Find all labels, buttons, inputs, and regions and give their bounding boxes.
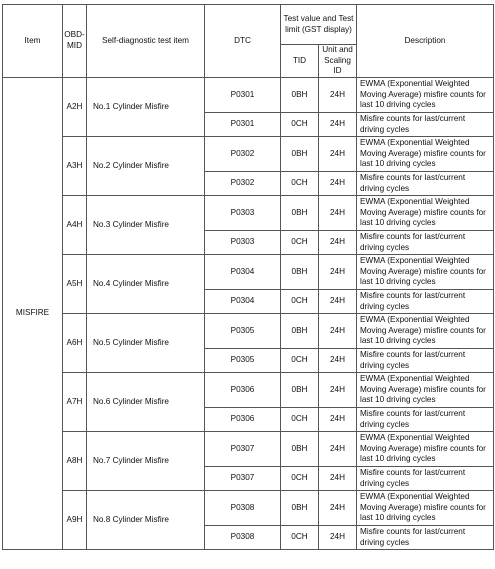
table-row [3,432,494,467]
test-item-cell: No.4 Cylinder Misfire [87,255,205,314]
tid-cell: 0BH [281,432,319,467]
misfire-test-table [2,4,494,550]
table-row [3,196,494,231]
tid-cell: 0BH [281,196,319,231]
test-item-cell: No.7 Cylinder Misfire [87,432,205,491]
tid-cell: 0BH [281,491,319,526]
unit-cell: 24H [319,432,357,467]
test-item-cell: No.8 Cylinder Misfire [87,491,205,550]
description-cell: EWMA (Exponential Weighted Moving Average) misfire counts for last 10 driving cycles [357,491,494,526]
tid-cell: 0CH [281,526,319,550]
header-test-value: Test value and Test limit (GST display) [281,5,357,45]
dtc-cell: P0303 [205,231,281,255]
unit-cell: 24H [319,113,357,137]
tid-cell: 0CH [281,290,319,314]
dtc-cell: P0307 [205,467,281,491]
dtc-cell: P0306 [205,408,281,432]
description-cell: Misfire counts for last/current driving cycles [357,290,494,314]
tid-cell: 0BH [281,78,319,113]
unit-cell: 24H [319,408,357,432]
item-cell: MISFIRE [3,78,63,550]
unit-cell: 24H [319,314,357,349]
dtc-cell: P0304 [205,255,281,290]
header-description: Description [357,5,494,78]
unit-cell: 24H [319,491,357,526]
description-cell: EWMA (Exponential Weighted Moving Average) misfire counts for last 10 driving cycles [357,432,494,467]
unit-cell: 24H [319,172,357,196]
obd-mid-cell: A3H [63,137,87,196]
description-cell: Misfire counts for last/current driving cycles [357,408,494,432]
test-item-cell: No.3 Cylinder Misfire [87,196,205,255]
test-item-cell: No.6 Cylinder Misfire [87,373,205,432]
unit-cell: 24H [319,78,357,113]
dtc-cell: P0302 [205,137,281,172]
unit-cell: 24H [319,526,357,550]
description-cell: EWMA (Exponential Weighted Moving Average) misfire counts for last 10 driving cycles [357,255,494,290]
header-test-item: Self-diagnostic test item [87,5,205,78]
dtc-cell: P0302 [205,172,281,196]
dtc-cell: P0301 [205,113,281,137]
tid-cell: 0CH [281,467,319,491]
tid-cell: 0CH [281,172,319,196]
obd-mid-cell: A6H [63,314,87,373]
header-obd-mid: OBD-MID [63,5,87,78]
dtc-cell: P0307 [205,432,281,467]
header-tid: TID [281,45,319,78]
description-cell: Misfire counts for last/current driving cycles [357,172,494,196]
obd-mid-cell: A5H [63,255,87,314]
dtc-cell: P0308 [205,491,281,526]
description-cell: EWMA (Exponential Weighted Moving Average) misfire counts for last 10 driving cycles [357,373,494,408]
unit-cell: 24H [319,467,357,491]
tid-cell: 0BH [281,314,319,349]
dtc-cell: P0305 [205,349,281,373]
table-row [3,491,494,526]
tid-cell: 0BH [281,255,319,290]
table-row [3,255,494,290]
test-item-cell: No.1 Cylinder Misfire [87,78,205,137]
dtc-cell: P0301 [205,78,281,113]
unit-cell: 24H [319,255,357,290]
description-cell: EWMA (Exponential Weighted Moving Average) misfire counts for last 10 driving cycles [357,137,494,172]
obd-mid-cell: A8H [63,432,87,491]
obd-mid-cell: A2H [63,78,87,137]
tid-cell: 0CH [281,349,319,373]
table-row [3,137,494,172]
tid-cell: 0BH [281,137,319,172]
dtc-cell: P0308 [205,526,281,550]
description-cell: Misfire counts for last/current driving cycles [357,231,494,255]
header-dtc: DTC [205,5,281,78]
description-cell: Misfire counts for last/current driving cycles [357,349,494,373]
description-cell: EWMA (Exponential Weighted Moving Average) misfire counts for last 10 driving cycles [357,314,494,349]
tid-cell: 0CH [281,231,319,255]
tid-cell: 0CH [281,408,319,432]
obd-mid-cell: A9H [63,491,87,550]
test-item-cell: No.5 Cylinder Misfire [87,314,205,373]
dtc-cell: P0306 [205,373,281,408]
description-cell: Misfire counts for last/current driving cycles [357,467,494,491]
table-row [3,314,494,349]
unit-cell: 24H [319,231,357,255]
table-body [3,78,494,550]
description-cell: EWMA (Exponential Weighted Moving Average) misfire counts for last 10 driving cycles [357,78,494,113]
unit-cell: 24H [319,373,357,408]
header-unit: Unit and Scaling ID [319,45,357,78]
dtc-cell: P0303 [205,196,281,231]
tid-cell: 0CH [281,113,319,137]
table-header [3,5,494,78]
header-item: Item [3,5,63,78]
unit-cell: 24H [319,290,357,314]
table-row [3,78,494,113]
unit-cell: 24H [319,196,357,231]
unit-cell: 24H [319,349,357,373]
obd-mid-cell: A7H [63,373,87,432]
description-cell: EWMA (Exponential Weighted Moving Average) misfire counts for last 10 driving cycles [357,196,494,231]
dtc-cell: P0305 [205,314,281,349]
unit-cell: 24H [319,137,357,172]
test-item-cell: No.2 Cylinder Misfire [87,137,205,196]
description-cell: Misfire counts for last/current driving cycles [357,526,494,550]
description-cell: Misfire counts for last/current driving cycles [357,113,494,137]
table-row [3,373,494,408]
obd-mid-cell: A4H [63,196,87,255]
dtc-cell: P0304 [205,290,281,314]
tid-cell: 0BH [281,373,319,408]
